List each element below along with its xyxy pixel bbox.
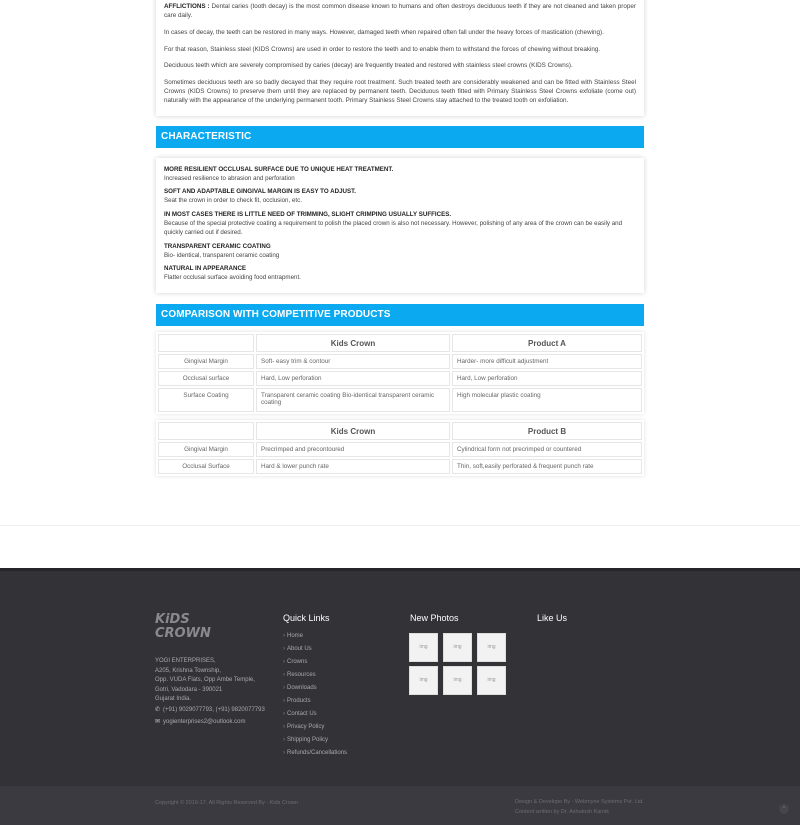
quick-link-home[interactable] <box>283 633 347 646</box>
quick-link-about-us[interactable] <box>283 646 347 659</box>
content-credit: Content written by Dr. Ashutosh Karnik <box>515 808 610 815</box>
feature-title: NATURAL IN APPEARANCE <box>164 265 247 273</box>
section-divider <box>0 525 800 526</box>
address-line: YOGI ENTERPRISES, <box>155 658 216 664</box>
feature-title: MORE RESILIENT OCCLUSAL SURFACE DUE TO UNIQUE HEAT TREATMENT. <box>164 166 394 173</box>
table-row <box>158 371 642 386</box>
comparison-table-a <box>156 332 644 414</box>
photo-placeholder-icon: img <box>487 644 496 650</box>
photo-thumbnail[interactable] <box>477 633 506 662</box>
intro-paragraph-3: For that reason, Stainless steel (KIDS Crowns) are used in order to restore the teeth and to enable them to withstand the forces of chewing without breaking. <box>164 45 601 53</box>
feature-desc: Because of the special protective coating a requirement to polish the placed crown is also not necessary. However, polishing of any area of the crown can be easily and quickly carried out if desired. <box>164 219 623 237</box>
logo-line-2: CROWN <box>155 626 211 641</box>
scroll-to-top-button[interactable] <box>779 804 789 814</box>
quick-link-crowns[interactable] <box>283 659 347 672</box>
photo-thumbnail[interactable] <box>443 633 472 662</box>
table-row <box>158 354 642 369</box>
table-header-cell: Product B <box>452 422 642 440</box>
table-cell: Soft- easy trim & contour <box>256 354 450 369</box>
feature-item <box>164 165 636 183</box>
footer-email[interactable] <box>155 718 246 725</box>
new-photos-title: New Photos <box>410 613 459 623</box>
table-cell: Hard, Low perforation <box>452 371 642 386</box>
quick-links-title: Quick Links <box>283 613 330 623</box>
design-credit[interactable]: Design & Develope By - Webmyne Systems Pvt. Ltd. <box>515 799 644 805</box>
intro-paragraph-4: Deciduous teeth which are severely compromised by caries (decay) are frequently treated and restored with stainless steel crowns (KIDS Crowns). <box>164 62 573 70</box>
feature-desc: Flatter occlusal surface avoiding food entrapment. <box>164 274 301 282</box>
table-row <box>158 442 642 457</box>
email-text: yogienterprises2@outlook.com <box>163 719 246 725</box>
photo-placeholder-icon: img <box>419 677 428 683</box>
chevron-up-icon: ^ <box>782 806 786 812</box>
chevron-right-icon: › <box>283 711 285 717</box>
intro-card <box>156 0 644 116</box>
quick-link-downloads[interactable] <box>283 685 347 698</box>
table-header-cell: Product A <box>452 334 642 352</box>
characteristic-heading: CHARACTERISTIC <box>156 126 644 148</box>
link-label: Downloads <box>287 685 317 691</box>
chevron-right-icon: › <box>283 646 285 652</box>
phone-text: (+91) 9029077793, (+91) 9820077793 <box>163 707 265 713</box>
link-label: About Us <box>287 646 312 652</box>
link-label: Products <box>287 698 311 704</box>
table-row <box>158 388 642 412</box>
row-label: Occlusal Surface <box>158 459 254 474</box>
link-label: Crowns <box>287 659 308 665</box>
feature-title: TRANSPARENT CERAMIC COATING <box>164 242 271 250</box>
table-header-cell <box>158 334 254 352</box>
feature-item <box>164 187 636 205</box>
table-cell: Cylindrical form not precrimped or countered <box>452 442 642 457</box>
intro-paragraph-5: Sometimes deciduous teeth are so badly decayed that they require root treatment. Such treated teeth are considerably weakened and can be fitted with Stainless Steel Crowns (KIDS Crowns) to preserve them until they are replaced by permanent teeth. Deciduous teeth fitted with Primary Stainless Steel Crowns exfoliate (come out) naturally with the appearance of the underlying permanent tooth. Primary Stainless Steel Crowns stay attached to the treated tooth on exfoliation. <box>164 79 636 105</box>
quick-link-shipping-policy[interactable] <box>283 737 347 750</box>
address-line: A205, Krishna Township, <box>155 667 221 674</box>
photo-thumbnail[interactable] <box>477 666 506 695</box>
row-label: Occlusal surface <box>158 371 254 386</box>
quick-link-refunds[interactable] <box>283 750 347 763</box>
quick-link-resources[interactable] <box>283 672 347 685</box>
logo-line-1: KiDS <box>155 612 190 627</box>
table-cell: Harder- more difficult adjustment <box>452 354 642 369</box>
link-label: Contact Us <box>287 711 317 717</box>
feature-item <box>164 264 636 282</box>
chevron-right-icon: › <box>283 672 285 678</box>
table-cell: Hard & lower punch rate <box>256 459 450 474</box>
photo-placeholder-icon: img <box>487 677 496 683</box>
feature-item <box>164 210 636 238</box>
phone-icon: ✆ <box>155 707 161 713</box>
table-header-row <box>158 334 642 352</box>
table-header-cell <box>158 422 254 440</box>
address-line: Gujarat India. <box>155 696 192 703</box>
link-label: Resources <box>287 672 316 678</box>
photo-placeholder-icon: img <box>419 644 428 650</box>
kids-crown-logo[interactable] <box>155 612 211 651</box>
chevron-right-icon: › <box>283 737 285 743</box>
quick-link-products[interactable] <box>283 698 347 711</box>
table-cell: Transparent ceramic coating Bio-identical transparent ceramic coating <box>256 388 450 412</box>
quick-link-contact-us[interactable] <box>283 711 347 724</box>
characteristic-card <box>156 158 644 293</box>
comparison-table-b <box>156 420 644 476</box>
chevron-right-icon: › <box>283 659 285 665</box>
bottom-bar <box>0 786 800 825</box>
table-row <box>158 459 642 474</box>
link-label: Shipping Policy <box>287 737 329 743</box>
footer <box>0 568 800 786</box>
feature-item <box>164 242 636 260</box>
feature-title: SOFT AND ADAPTABLE GINGIVAL MARGIN IS EASY TO ADJUST. <box>164 188 356 196</box>
footer-address <box>155 657 255 705</box>
table-cell: High molecular plastic coating <box>452 388 642 412</box>
envelope-icon: ✉ <box>155 719 161 725</box>
chevron-right-icon: › <box>283 698 285 704</box>
chevron-right-icon: › <box>283 750 285 756</box>
table-cell: Precrimped and precontoured <box>256 442 450 457</box>
address-line: Opp. VUDA Flats, Opp Ambe Temple, <box>155 677 255 684</box>
link-label: Refunds/Cancellations <box>287 750 348 756</box>
table-header-cell: Kids Crown <box>256 334 450 352</box>
table-header-cell: Kids Crown <box>256 422 450 440</box>
table-cell: Hard, Low perforation <box>256 371 450 386</box>
chevron-right-icon: › <box>283 724 285 730</box>
chevron-right-icon: › <box>283 685 285 691</box>
row-label: Surface Coating <box>158 388 254 412</box>
footer-phone <box>155 706 265 713</box>
copyright-text: Copyright © 2016-17, All Rights Reserved By - Kids Crown <box>155 800 298 806</box>
link-label: Home <box>287 633 304 639</box>
quick-link-privacy-policy[interactable] <box>283 724 347 737</box>
intro-paragraph-1: AFFLICTIONS : Dental caries (tooth decay) is the most common disease known to humans and often destroys deciduous teeth if they are not cleaned and taken proper care daily. <box>164 3 636 20</box>
table-header-row <box>158 422 642 440</box>
intro-paragraph-2: In cases of decay, the teeth can be restored in many ways. However, damaged teeth when repaired often fall under the heavy forces of mastication (chewing). <box>164 28 604 36</box>
address-line: Gotri, Vadodara - 390021 <box>155 686 223 693</box>
chevron-right-icon: › <box>283 633 285 639</box>
like-us-title: Like Us <box>537 613 568 623</box>
link-label: Privacy Policy <box>287 724 325 730</box>
table-cell: Thin, soft,easily perforated & frequent punch rate <box>452 459 642 474</box>
feature-desc: Bio- identical, transparent ceramic coating <box>164 251 280 259</box>
comparison-heading: COMPARISON WITH COMPETITIVE PRODUCTS <box>156 304 644 326</box>
credits <box>515 798 644 817</box>
quick-links-list <box>283 633 347 763</box>
photo-thumbnail[interactable] <box>443 666 472 695</box>
feature-title: IN MOST CASES THERE IS LITTLE NEED OF TRIMMING, SLIGHT CRIMPING USUALLY SUFFICES. <box>164 210 452 218</box>
photo-thumbnail[interactable] <box>409 666 438 695</box>
feature-desc: Increased resilience to abrasion and perforation <box>164 175 295 182</box>
photo-placeholder-icon: img <box>453 677 462 683</box>
feature-desc: Seat the crown in order to check fit, occlusion, etc. <box>164 197 302 205</box>
row-label: Gingival Margin <box>158 354 254 369</box>
row-label: Gingival Margin <box>158 442 254 457</box>
photo-thumbnail[interactable] <box>409 633 438 662</box>
photo-placeholder-icon: img <box>453 644 462 650</box>
